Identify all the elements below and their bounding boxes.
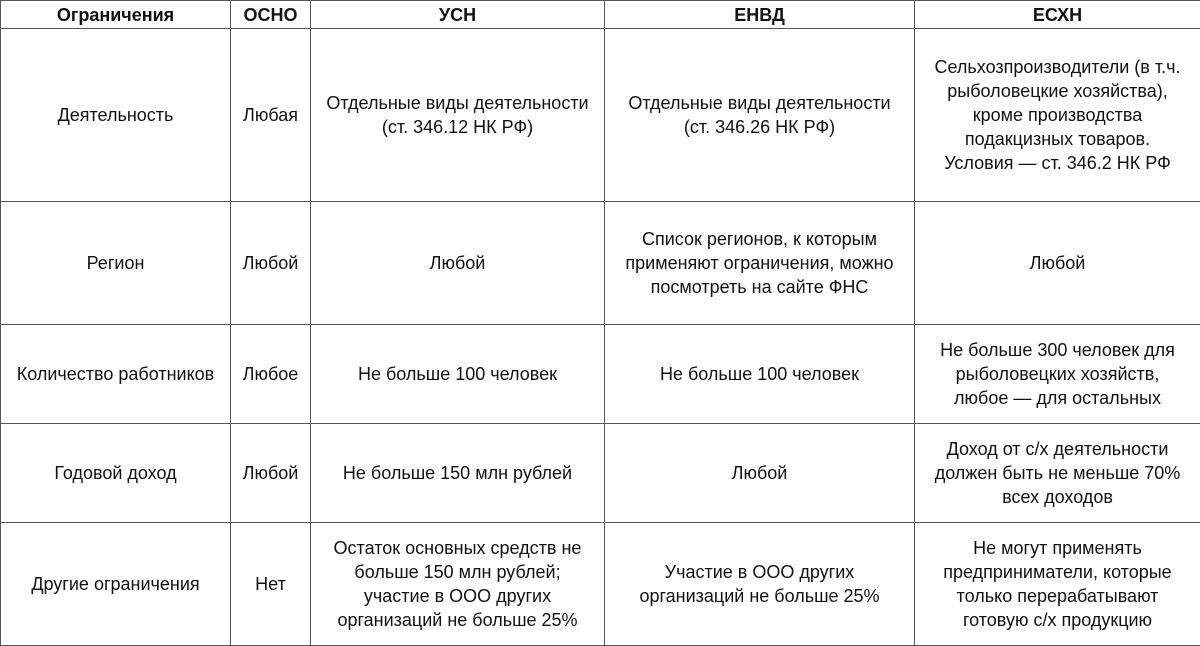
cell-envd [605,202,915,325]
cell-text: Не больше 300 человек для рыболовецких хозяйств, любое — для остальных [921,338,1194,410]
cell-limit [1,523,231,646]
cell-envd [605,29,915,202]
cell-text: Остаток основных средств не больше 150 млн рублей; участие в ООО других организаций не больше 25% [317,536,598,632]
header-row [1,1,1200,29]
cell-text: Другие ограничения [7,572,224,596]
cell-limit [1,424,231,523]
cell-text: Доход от с/х деятельности должен быть не меньше 70% всех доходов [921,437,1194,509]
cell-text: Не больше 100 человек [611,362,908,386]
cell-osno [231,424,311,523]
cell-text: Количество работников [7,362,224,386]
cell-text: Деятельность [7,103,224,127]
cell-text: Сельхозпроизводители (в т.ч. рыболовецкие хозяйства), кроме производства подакцизных товаров. Условия — ст. 346.2 НК РФ [921,55,1194,175]
header-limitations: Ограничения [1,1,231,29]
table-row-region [1,202,1200,325]
cell-limit [1,325,231,424]
cell-limit [1,202,231,325]
cell-text: Любой [317,251,598,275]
cell-eshn [915,523,1200,646]
header-envd: ЕНВД [605,1,915,29]
cell-osno [231,29,311,202]
cell-text: Участие в ООО других организаций не больше 25% [611,560,908,608]
cell-text: Любое [237,362,304,386]
cell-text: Не больше 150 млн рублей [317,461,598,485]
cell-osno [231,523,311,646]
table-row-income [1,424,1200,523]
header-eshn: ЕСХН [915,1,1200,29]
table-row-activity [1,29,1200,202]
cell-eshn [915,202,1200,325]
cell-limit [1,29,231,202]
cell-osno [231,202,311,325]
cell-text: Не могут применять предприниматели, которые только перерабатывают готовую с/х продукцию [921,536,1194,632]
table-row-workers [1,325,1200,424]
header-osno: ОСНО [231,1,311,29]
cell-text: Список регионов, к которым применяют ограничения, можно посмотреть на сайте ФНС [611,227,908,299]
cell-eshn [915,29,1200,202]
cell-osno [231,325,311,424]
cell-usn [311,424,605,523]
cell-eshn [915,424,1200,523]
table-row-other [1,523,1200,646]
cell-text: Регион [7,251,224,275]
cell-envd [605,424,915,523]
cell-envd [605,523,915,646]
cell-text: Годовой доход [7,461,224,485]
cell-text: Не больше 100 человек [317,362,598,386]
cell-text: Нет [237,572,304,596]
cell-text: Любой [611,461,908,485]
cell-text: Любая [237,103,304,127]
cell-usn [311,29,605,202]
cell-text: Отдельные виды деятельности (ст. 346.26 НК РФ) [611,91,908,139]
header-usn: УСН [311,1,605,29]
cell-usn [311,325,605,424]
cell-eshn [915,325,1200,424]
cell-usn [311,523,605,646]
cell-envd [605,325,915,424]
cell-text: Любой [237,461,304,485]
cell-text: Любой [237,251,304,275]
cell-text: Отдельные виды деятельности (ст. 346.12 НК РФ) [317,91,598,139]
cell-usn [311,202,605,325]
cell-text: Любой [921,251,1194,275]
